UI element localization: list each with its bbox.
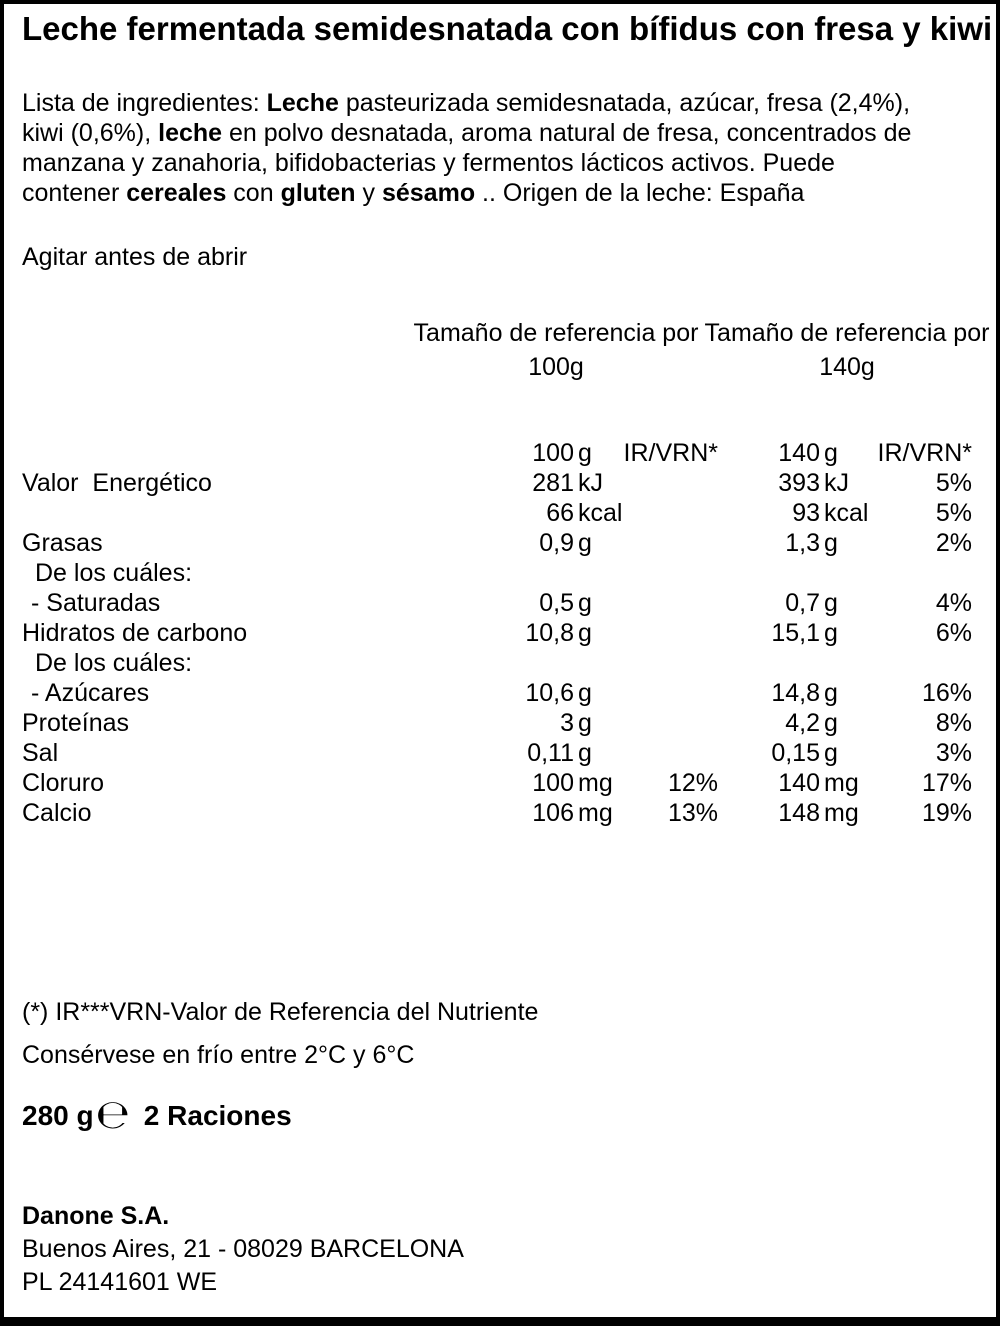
servings-count: 2 Raciones (143, 1100, 292, 1131)
reference-size-header-line1: Tamaño de referencia por (704, 319, 990, 347)
nutrient-value-u2: mg (824, 769, 859, 797)
manufacturer-block (22, 1200, 464, 1299)
nutrient-value-a1: 66 (546, 499, 574, 527)
ingredient-text: manzana y zanahoria, bifidobacterias y fermentos lácticos activos. Puede (22, 149, 835, 177)
nutrient-value-u2: g (824, 619, 838, 647)
ingredients-line (22, 88, 962, 118)
nutrient-value-u2: g (824, 679, 838, 707)
nutrient-value-p1: IR/VRN* (623, 439, 718, 467)
nutrient-value-u1: kJ (578, 469, 603, 497)
nutrition-row (4, 738, 996, 768)
nutrient-value-u1: g (578, 589, 592, 617)
nutrition-row (4, 528, 996, 558)
nutrient-value-p2: IR/VRN* (877, 439, 972, 467)
nutrient-value-a2: 15,1 (771, 619, 820, 647)
nutrition-row (4, 648, 996, 678)
nutrient-name: Sal (22, 739, 59, 767)
reference-size-header-line2: 140g (819, 353, 875, 381)
nutrient-value-a1: 106 (532, 799, 574, 827)
nutrient-name: Hidratos de carbono (22, 619, 248, 647)
nutrient-value-a1: 0,11 (527, 739, 574, 767)
nutrient-value-u1: g (578, 529, 592, 557)
reference-size-header-line1: Tamaño de referencia por (413, 319, 699, 347)
vrn-footnote: (*) IR***VRN-Valor de Referencia del Nutriente (22, 998, 539, 1026)
nutrition-row (4, 618, 996, 648)
nutrition-table (4, 438, 996, 828)
manufacturer-name: Danone S.A. (22, 1202, 170, 1230)
ingredients-paragraph (22, 88, 962, 208)
nutrient-value-u1: g (578, 739, 592, 767)
nutrient-value-p2: 17% (921, 769, 972, 797)
nutrient-value-p1: 12% (667, 769, 718, 797)
nutrient-name: Valor Energético (22, 469, 212, 497)
nutrient-value-p2: 3% (935, 739, 972, 767)
nutrient-name: De los cuáles: (35, 649, 193, 677)
manufacturer-address: Buenos Aires, 21 - 08029 BARCELONA (22, 1235, 464, 1263)
nutrient-name: Grasas (22, 529, 103, 557)
nutrient-value-u1: g (578, 679, 592, 707)
ingredient-allergen-emphasis: cereales (126, 179, 227, 207)
nutrient-name: Proteínas (22, 709, 130, 737)
nutrient-value-u1: g (578, 619, 592, 647)
nutrient-value-p2: 16% (921, 679, 972, 707)
ingredient-text: contener (22, 179, 127, 207)
nutrient-value-a2: 0,7 (785, 589, 820, 617)
nutrition-row (4, 678, 996, 708)
nutrient-value-u1: mg (578, 799, 613, 827)
nutrient-value-a2: 140 (778, 439, 820, 467)
nutrient-name: Cloruro (22, 769, 104, 797)
ingredient-text: .. Origen de la leche: España (475, 179, 805, 207)
nutrition-row (4, 468, 996, 498)
nutrient-value-a2: 393 (778, 469, 820, 497)
nutrition-row (4, 708, 996, 738)
reference-size-header-140g (702, 316, 992, 384)
ingredient-text: y (355, 179, 382, 207)
nutrient-value-a1: 100 (532, 769, 574, 797)
nutrient-value-u1: g (578, 439, 592, 467)
reference-size-header-line2: 100g (528, 353, 584, 381)
shake-instruction: Agitar antes de abrir (22, 243, 248, 271)
nutrient-value-p2: 8% (935, 709, 972, 737)
nutrient-value-a2: 4,2 (785, 709, 820, 737)
ingredient-text: pasteurizada semidesnatada, azúcar, fresa (2,4%), (338, 89, 911, 117)
nutrition-row (4, 498, 996, 528)
nutrition-row (4, 798, 996, 828)
nutrient-value-a2: 1,3 (785, 529, 820, 557)
nutrient-value-a2: 140 (778, 769, 820, 797)
nutrient-value-u2: kJ (824, 469, 849, 497)
ingredient-text: kiwi (0,6%), (22, 119, 159, 147)
nutrient-value-a1: 10,6 (525, 679, 574, 707)
nutrient-value-u2: g (824, 589, 838, 617)
nutrient-name: - Azúcares (31, 679, 150, 707)
nutrient-value-u2: g (824, 439, 838, 467)
nutrient-value-p2: 5% (935, 469, 972, 497)
ingredients-line (22, 178, 962, 208)
nutrient-value-u2: kcal (824, 499, 869, 527)
ingredients-line (22, 118, 962, 148)
estimated-sign: ℮ (95, 1092, 130, 1138)
nutrient-value-a2: 14,8 (771, 679, 820, 707)
nutrient-value-a1: 0,5 (539, 589, 574, 617)
nutrient-name: De los cuáles: (35, 559, 193, 587)
nutrient-value-p2: 5% (935, 499, 972, 527)
ingredient-allergen-emphasis: leche (158, 119, 223, 147)
nutrient-value-p2: 6% (935, 619, 972, 647)
nutrient-name: Calcio (22, 799, 92, 827)
nutrient-value-u1: kcal (578, 499, 623, 527)
reference-size-header-100g (410, 316, 702, 384)
nutrient-value-u2: g (824, 709, 838, 737)
nutrient-value-a1: 0,9 (539, 529, 574, 557)
nutrition-row (4, 768, 996, 798)
ingredient-allergen-emphasis: gluten (280, 179, 356, 207)
nutrient-value-u1: mg (578, 769, 613, 797)
nutrient-name: - Saturadas (31, 589, 161, 617)
ingredient-text: Lista de ingredientes: (22, 89, 267, 117)
ingredient-allergen-emphasis: Leche (266, 89, 339, 117)
net-quantity-line (22, 1092, 292, 1138)
nutrition-row (4, 588, 996, 618)
nutrient-value-a2: 93 (792, 499, 820, 527)
nutrient-value-u1: g (578, 709, 592, 737)
nutrient-value-a1: 100 (532, 439, 574, 467)
nutrient-value-u2: g (824, 529, 838, 557)
nutrition-row (4, 558, 996, 588)
nutrient-value-p2: 19% (921, 799, 972, 827)
net-weight: 280 g (22, 1100, 94, 1131)
storage-instruction: Consérvese en frío entre 2°C y 6°C (22, 1041, 415, 1069)
nutrition-column-header-row (4, 438, 996, 468)
nutrient-value-a2: 148 (778, 799, 820, 827)
nutrient-value-a1: 3 (560, 709, 574, 737)
nutrient-value-p1: 13% (667, 799, 718, 827)
nutrient-value-a2: 0,15 (771, 739, 820, 767)
nutrient-value-a1: 281 (532, 469, 574, 497)
ingredient-allergen-emphasis: sésamo (381, 179, 476, 207)
ingredient-text: en polvo desnatada, aroma natural de fresa, concentrados de (222, 119, 912, 147)
nutrient-value-p2: 2% (935, 529, 972, 557)
nutrient-value-u2: g (824, 739, 838, 767)
ingredients-line (22, 148, 962, 178)
manufacturer-code: PL 24141601 WE (22, 1268, 218, 1296)
nutrient-value-u2: mg (824, 799, 859, 827)
product-title: Leche fermentada semidesnatada con bífidus con fresa y kiwi (22, 10, 993, 47)
nutrient-value-a1: 10,8 (525, 619, 574, 647)
nutrient-value-p2: 4% (935, 589, 972, 617)
ingredient-text: con (226, 179, 281, 207)
